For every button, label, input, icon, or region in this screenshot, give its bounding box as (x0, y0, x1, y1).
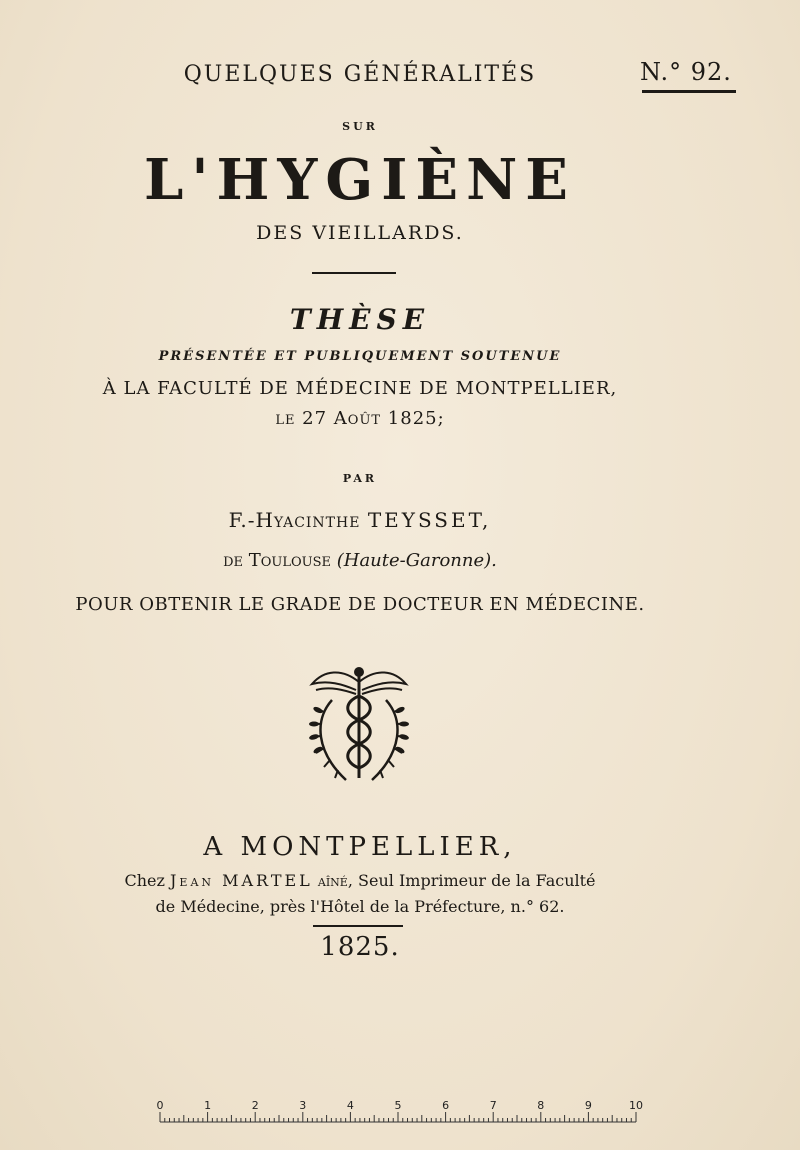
number-underline (642, 90, 736, 93)
ruler-label: 3 (299, 1100, 307, 1112)
ruler-label: 10 (629, 1100, 643, 1112)
imprint-city: A MONTPELLIER, (203, 832, 517, 862)
year-divider-rule (313, 925, 403, 927)
ruler-label: 1 (204, 1100, 212, 1112)
ruler-label: 4 (346, 1100, 354, 1112)
main-title: L'HYGIÈNE (144, 147, 576, 213)
subtitle: DES VIEILLARDS. (256, 222, 464, 244)
author-origin (0, 550, 720, 571)
origin-city: de Toulouse (223, 550, 331, 571)
author-given-name: F.-Hyacinthe (228, 508, 361, 532)
imprint-aine: aîné, (317, 871, 353, 890)
faculty-line: À LA FACULTÉ DE MÉDECINE DE MONTPELLIER, (102, 378, 618, 399)
ruler-label: 9 (584, 1100, 592, 1112)
imprint-line1-rest: Seul Imprimeur de la Faculté (358, 871, 596, 890)
ruler-label: 6 (442, 1100, 450, 1112)
header-title: QUELQUES GÉNÉRALITÉS (183, 62, 537, 87)
par-label: PAR (342, 472, 378, 485)
ruler-label: 5 (394, 1100, 402, 1112)
divider-rule (312, 272, 396, 274)
imprint-chez: Chez (124, 871, 165, 890)
presented-line: PRÉSENTÉE ET PUBLIQUEMENT SOUTENUE (158, 349, 562, 364)
document-number: N.° 92. (640, 58, 732, 86)
ruler-label: 2 (251, 1100, 259, 1112)
imprint-printer-line (0, 871, 720, 890)
sur-label: SUR (342, 120, 378, 133)
purpose-line: POUR OBTENIR LE GRADE DE DOCTEUR EN MÉDECINE. (75, 594, 645, 615)
ruler-label: 7 (489, 1100, 497, 1112)
caduceus-wreath-icon (302, 660, 416, 790)
imprint-year: 1825. (320, 932, 400, 962)
imprint-address-line: de Médecine, près l'Hôtel de la Préfecture, n.° 62. (155, 897, 565, 916)
thesis-heading: THÈSE (289, 303, 431, 336)
date-line: le 27 Août 1825; (275, 408, 445, 429)
ruler-label: 0 (156, 1100, 164, 1112)
origin-region: (Haute-Garonne). (336, 550, 497, 571)
measurement-ruler (155, 1100, 645, 1130)
author-line (0, 508, 720, 532)
ruler-label: 8 (537, 1100, 545, 1112)
author-surname: TEYSSET, (367, 508, 492, 532)
imprint-printer-name: Jean MARTEL (170, 871, 313, 890)
